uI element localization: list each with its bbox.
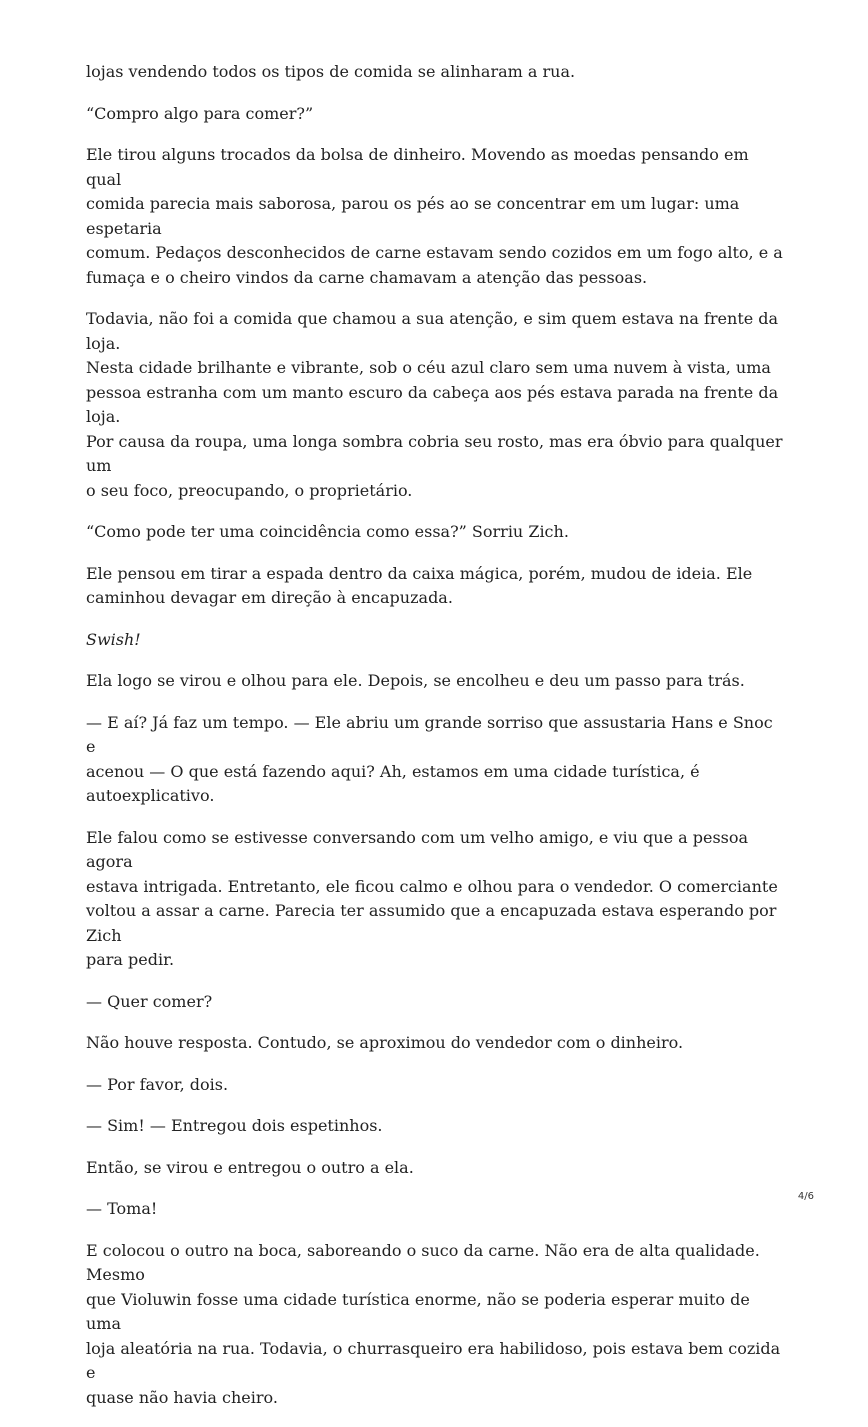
paragraph: “Como pode ter uma coincidência como essa?” Sorriu Zich. [86, 522, 569, 541]
paragraph: — Quer comer? [86, 991, 213, 1011]
paragraph: Ele falou como se estivesse conversando com um velho amigo, e viu que a pessoa agora estava intrigada. Entretanto, ele ficou calmo e olhou para o vendedor. O comerciante voltou a assar a carne. Parecia ter assumido que a encapuzada estava esperando por Zich para pedir. [86, 827, 778, 969]
page-number: 4/6 [797, 1191, 814, 1202]
paragraph: lojas vendendo todos os tipos de comida se alinharam a rua. [86, 62, 576, 81]
paragraph: — Por favor, dois. [86, 1074, 229, 1094]
paragraph-italic: Swish! [86, 629, 141, 649]
paragraph: “Compro algo para comer?” [86, 103, 314, 123]
paragraph: Ele tirou alguns trocados da bolsa de dinheiro. Movendo as moedas pensando em qual comida parecia mais saborosa, parou os pés ao se concentrar em um lugar: uma espetaria comum. Pedaços desconhecidos de carne estavam sendo cozidos em um fogo alto, e a fumaça e o cheiro vindos da carne chamavam a atenção das pessoas. [86, 145, 783, 287]
paragraph: Ela logo se virou e olhou para ele. Depois, se encolheu e deu um passo para trás. [86, 671, 745, 690]
paragraph: — Sim! — Entregou dois espetinhos. [86, 1116, 383, 1135]
paragraph: Ele pensou em tirar a espada dentro da caixa mágica, porém, mudou de ideia. Ele caminhou devagar em direção à encapuzada. [86, 563, 753, 607]
paragraph: — Toma! [86, 1199, 158, 1218]
paragraph: Então, se virou e entregou o outro a ela. [86, 1157, 414, 1177]
document-body [86, 60, 786, 1427]
paragraph: E colocou o outro na boca, saboreando o suco da carne. Não era de alta qualidade. Mesmo que Violuwin fosse uma cidade turística enorme, não se poderia esperar muito de uma loja aleatória na rua. Todavia, o churrasqueiro era habilidoso, pois estava bem cozida e quase não havia cheiro. [86, 1240, 781, 1407]
paragraph: — E aí? Já faz um tempo. — Ele abriu um grande sorriso que assustaria Hans e Snoc e acenou — O que está fazendo aqui? Ah, estamos em uma cidade turística, é autoexplicativo. [86, 712, 773, 805]
paragraph: Todavia, não foi a comida que chamou a sua atenção, e sim quem estava na frente da loja. Nesta cidade brilhante e vibrante, sob o céu azul claro sem uma nuvem à vista, uma pessoa estranha com um manto escuro da cabeça aos pés estava parada na frente da loja. Por causa da roupa, uma longa sombra cobria seu rosto, mas era óbvio para qualquer um o seu foco, preocupando, o proprietário. [86, 309, 783, 500]
paragraph: Não houve resposta. Contudo, se aproximou do vendedor com o dinheiro. [86, 1033, 684, 1052]
